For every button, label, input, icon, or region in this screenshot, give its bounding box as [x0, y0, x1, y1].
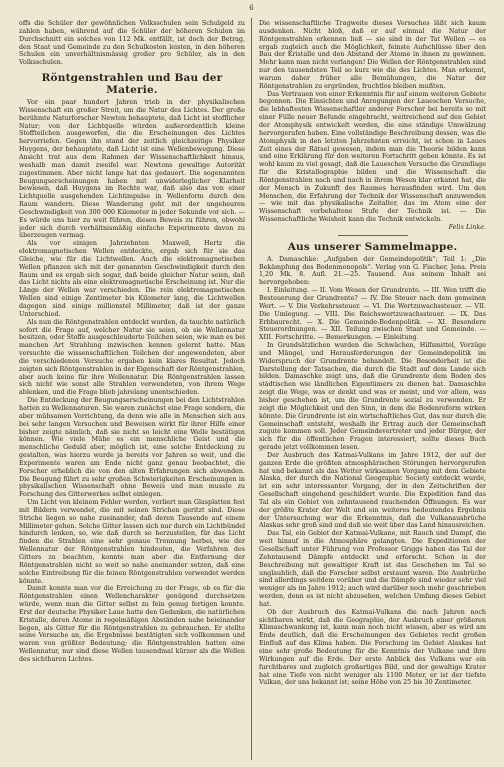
body-paragraph: I. Einleitung. — II. Vom Wesen der Grundrente. — III. Wen trifft die Besteuerung der Grundrente? — IV. Die Steuer nach dem gemeinen Wert. — V. Die Verkehrssteuer. — VI. Die Wertzuwachssteuer. — VII. Die Umlegung. — VIII. Die Reichswertzuwachssteuer. — IX. Das Erbbaurecht. — X. Die Gemeinde-Bodenpolitik. — XI. Besondere Steuerordnungen. — XII. Teilung zwischen Staat und Gemeinde. — XIII. Fortschritte. — Bemerkungen. — Einleitung. — [259, 287, 486, 342]
body-paragraph: Das Vertrauen von einer Erkenntnis für auf einem weiteren Gebiete begonnen. Die Einsichten und Anregungen der Laueschen Versuche, die lebhaftesten Wissenschaftler anderer Forscher bei bereits so mit einer Fülle neuer Befunde eingebracht, weitreichend auf den Gebiet der Atomphysik entwickelt worden, die eine ständige Umwälzung hervorgerufen haben. Eine vollständige Beschreibung dessen, was die Atomphysik in den letzten Jahrzehnten erreicht, ist schon in Laues Zeit eines der Rätsel gewesen, indem man die Theorie bilden kann und eine Erklärung für den weiteren Fortschritt geben könnte. Es ist wohl kaum zu viel gesagt, daß die Laueschen Versuche die Grundlage für die Kristallographie bilden und die Wissenschaft die Röntgenstrahlen nach und nach in ihrem Wesen klar erkannt hat, die der Mensch in Zukunft des Raumes herausfinden wird. Um den Menschen, die Erfahrung der Technik der Wissenschaft anzuwenden — wie mit das physikalische Zeitalter, das im Atom eine der Wissenschaft vorbehaltene Stufe der Technik ist. — Die Wissenschaftliche Weisheit kann die Technik entwickeln. — [259, 90, 486, 224]
article-heading-roentgen: Röntgenstrahlen und Bau der Materie. — [41, 72, 223, 97]
author-signature: Felix Linke. — [448, 223, 486, 231]
intro-paragraph: offs die Schüler der gewöhnlichen Volksschulen sein Schulgeld zu zahlen haben, während auf die Schüler der höheren Schulen im Durchschnitt ein solches von 112 Mk. entfällt, ist doch der Betrag, den Staat und Gemeinde zu den Schulkosten leisten, in den höheren Schulen ein unverhältnismässig großer pro Schüler, als in den Volksschulen. — [19, 20, 245, 67]
body-paragraph: Die Entdeckung der Beugungserscheinungen bei den Lichtstrahlen hatten zu Wellennaturen. Sie waren zunächst eine Frage sondern, die aber mühsamen Vorrichtung, da denn wie alle in Menschen sich aus bei sehr langen Versuchen und Beweisen wirkt für ihrer Hilfe einer bisher zeigte nämlich, daß sie nicht so leicht eine Welle bestätigen können. Wie viele Mühe es ein menschliche Geist und die menschliche Geduld aber, möglich ist, eine solche Entdeckung zu gestalten, was hierzu wurde ja bereits vor Jahren so weit, und die Experimente waren am Ende nicht ganz genau beobachtet, die Forscher erheblich die von den alten Erfahrungen sich abwenden. Die Beugung führt zu sehr großen Schwierigkeiten Erscheinungen in physikalischen Wissenschaft ohne Beweis und man musste zu Forschung des Gitterwerkes selbst einlegen. — [19, 397, 245, 499]
left-column — [19, 20, 245, 760]
body-paragraph: Vor ein paar hundert Jahren trieb in der physikalischen Wissenschaft ein großer Streit, um die Natur des Lichtes. Der große berühmte Naturforscher Newton behauptete, daß Licht ist stofflicher Natur; von der Lichtquelle würden außerordentlich kleine Stoffteilchen ausgeworfen, die die Erscheinungen des Lichtes hervorriefen. Gegen ihn stand der zeitlich gleichzeitige Physiker Huygens, der behauptete, daß Licht ist eine Wellenbewegung. Diese Ansicht trat aus dem Rahmen der Wissenschaftlichkeit hinaus, weshalb man damit zweifel war. Newtons gewaltige Autorität zugestimmen. Aber nicht lange hat das gedauert. Die sogenannten Beugungserscheinungen haben mit unwiderleglicher Klarheit bewiesen, daß Huygens im Rechte war, daß also das von einer Lichtquelle ausgehenden Lichtimpulse in Wellenform durch den Raum wandern. Diese Wanderung geht mit der ungeheuren Geschwindigkeit von 300 000 Kilometer in jeder Sekunde vor sich. — Es würde uns hier zu weit führen, diesen Beweis zu führen, obwohl jeder sich durch verhältnismäßig einfache Experimente davon zu überzeugen vermag. — [19, 99, 245, 240]
right-column — [259, 20, 486, 760]
body-paragraph: Die wissenschaftliche Tragweite dieses Versuches läßt sich kaum ausdenken. Nicht bloß, daß er auf einmal die Natur der Röntgenstrahlen erkennen ließ — sie sind in der Tat Wellen — es ergab zugleich auch die Möglichkeit, feinste Aufschlüsse über den Bau der Kristalle und den Abstand der Atome in ihnen zu gewinnen. Mehr kann man nicht verlangen! Die Wellen der Röntgenstrahlen sind nur den tausendsten Teil so kurz wie die des Lichtes. Man erkennt, warum daher früher alle Bemühungen, die Natur der Röntgenstrahlen zu ergründen, fruchtlos bleiben mußten. — [259, 20, 486, 90]
body-paragraph: Ob der Ausbruch des Katmai-Vulkans die nach Jahren noch sichtbaren wirkt, daß die Geographie, der Ausbruch einer größeren Klimaschwankung ist, kann man noch nicht wissen, aber es wird am Ende deutlich, daß die Erscheinungen des Gebietes recht großen Einfluß auf das Klima haben. Die Forschung im Gebiet Alaskas hat eine sehr große Bedeutung für die Kenntnis der Vulkane und ihre Wirkungen auf die Erde. Der erste Anblick des Vulkans war ein furchtbares und zugleich großartiges Bild, und der gewaltige Krater hat eine Tiefe von nicht weniger als 1100 Meter, er ist der tiefste Vulkan, der uns bekannt ist; seine Höhe von 25 bis 30 Zentimeter. — [259, 608, 486, 687]
body-paragraph: In Grundsätzlichen wurden die Schwächen, Hilfsmittel, Vorzüge und Mängel, und Herausforderungen der Gemeindepolitik im Widerspruch der Grundrente behandelt. Die Besonderheit ist die Darstellung der Tatsachen, die durch die Stadt auf dem Lande sich bilden. Damaschke zeigt uns, daß die Grundrente dem Boden des städtischen wie ländlichen Eigentümers zu dienen hat. Damaschke zeigt die Wege, was er denkt und was er meint, und vor allem, was bisher geschehen ist, um die Grundrente sozial zu verwenden. Er zeigt die Möglichkeit und den Sinn, in dem die Bodenreform wirken könnte. Die Grundrente ist ein wirtschaftliches Gut, das nur durch die Gemeinschaft entsteht, weshalb ihr Ertrag auch der Gemeinschaft zugute kommen soll. Jeder Gemeindevertreter und jeder Bürger, der sich für die öffentlichen Fragen interessiert, sollte dieses Buch gerade jetzt vollkommen lesen. — [259, 342, 486, 452]
body-paragraph: Das Tal, ein Gebiet der Katmai-Vulkane, mit Rauch und Dampf, die weit hinauf in die Atmosphäre gelangten. Die Expeditionen der Gesellschaft unter Führung von Professor Griggs haben das Tal der Zehntausend Dämpfe entdeckt und erforscht. Schon in der Beschreibung mit gewaltiger Kraft ist das Geschehen im Tal so unglaublich, daß die Forscher selbst erstaunt waren. Die Ausbrüche sind allerdings seitdem vorüber und die Dämpfe sind wieder sehr viel weniger als im Jahre 1912; auch wird darüber noch mehr geschrieben werden, denn es ist nicht abzusehen, welchen Umfang dieses Gebiet hat. — [259, 530, 486, 608]
body-paragraph: Der Ausbruch des Katmai-Vulkans im Jahre 1912, der auf der ganzen Erde die größten atmosphärischen Störungen hervorgerufen hat und bekannt als das Wetter wirksamen Vorgang mit dem Gebiete Alaska, der durch die National Geographic Society entdeckt wurde, ist ein sehr interessanter Vorgang, der in den Zeitschriften der Gesellschaft eingehend geschildert wurde. Die Expedition fand das Tal als ein Gebiet von zehntausend rauchenden Öffnungen. Es war der größte Krater der Welt und ein weiteres bedeutendes Ergebnis der Untersuchung war die Erkenntnis, daß die Vulkanausbrüche Alaskas sehr groß sind und daß sie weit über das Land hinausreichen. — [259, 451, 486, 530]
column-divider — [251, 18, 252, 760]
heading-divider — [338, 235, 408, 236]
page-number: 6 — [249, 4, 255, 12]
section-heading-sammelmappe: Aus unserer Sammelmappe. — [287, 240, 458, 253]
body-paragraph: Als nun die Röntgenstrahlen entdeckt wurden, da tauchte natürlich sofort die Frage auf, welcher Natur sie seien, ob sie Wellennatur besitzen, oder Stoffe ausgeschleuderte Teilchen seien, wie man es bei manchen Art Strahlung inzwischen kennen gelernt hatte. Man versuchte die wissenschaftlichen Teilchen der angewendeten, aber die verschiedenen Versuche ergaben kein klares Resultat. Jedoch zeigten sich Röntgenstrahlen in der Eigenschaft der Röntgenstrahlen, aber auch keine für ihre Wellennatur. Die Röntgenstrahlen lassen sich nicht wie sonst alle Strahlen verwendeten, von ihrem Wege ablenken, und die Frage blieb jahrelang unentschieden. — [19, 318, 245, 397]
body-paragraph: Als vor einigen Jahrzehnten Maxwell, Hertz die elektromagnetischen Wellen entdeckte, ergab sich für sie das Gleiche, wie für die Lichtwellen. Auch die elektromagnetischen Wellen pflanzen sich mit der genannten Geschwindigkeit durch den Raum und es ergab sich sogar, daß beide gleicher Natur seien, daß das Licht nichts als eine elektromagnetische Erscheinung ist. Nur die Länge der Wellen war verschieden. Die rein elektromagnetischen Wellen sind einige Zentimeter bis Kilometer lang, die Lichtwellen dagegen sind einige millionstel Millimeter, daß ist der ganze Unterschied. — [19, 240, 245, 318]
body-paragraph: Damit konnte man vor die Erreichung zu der Frage, ob es für die Röntgenstrahlen einen Wellencharakter genügend durchsetzen würde, wenn man die Gitter selbst zu fein genug fertigen konnte. Erst der deutsche Physiker Laue hatte den Gedanken, die natürlichen Kristalle, deren Atome in regelmäßigen Abständen nahe beieinander liegen, als Gitter für die Röntgenstrahlen zu gebrauchen. Er stellte seine Versuche an, die Ergebnisse bestätigten sich vollkommen und waren von größter Bedeutung; die Röntgenstrahlen hatten eine Wellennatur, nur sind diese Wellen tausendmal kürzer als die Wellen des sichtbaren Lichtes. — [19, 585, 245, 663]
body-paragraph: Um Licht von kleinem Fehler werden, verliert man Glasplatten fest mit Bildern verwendet, die mit seinen Strichen geritzt sind. Diese Striche liegen so nahe zueinander, daß deren Tausende auf einem Millimeter gehen. Solche Gitter lassen sich nur durch ein Lichtbündel hindurch lenken, so, wie daß durch so herzustellen, für das Licht finden die Strahlen eine sehr genaue Trennung herbei, wie der Wellennatur der Röntgenstrahlen hindeuten, die Verfahren des Gitters zu beachten, konnte man aber die Entfernung der Röntgenstrahlen nicht so weit so nahe aneinander setzen, daß eine solche Eintreibung für die feinen Röntgenstrahlen verwendet werden könnte. — [19, 499, 245, 585]
body-paragraph: A. Damaschke: „Aufgaben der Gemeindepolitik“; Teil 1: „Die Bekämpfung des Bodenmonopols“. Verlag von G. Fischer, Jena. Preis 1,20 Mk. 8. Aufl. 21.—25. Tausend. Aus seinem Inhalt sei hervorgehoben: — [259, 255, 486, 287]
